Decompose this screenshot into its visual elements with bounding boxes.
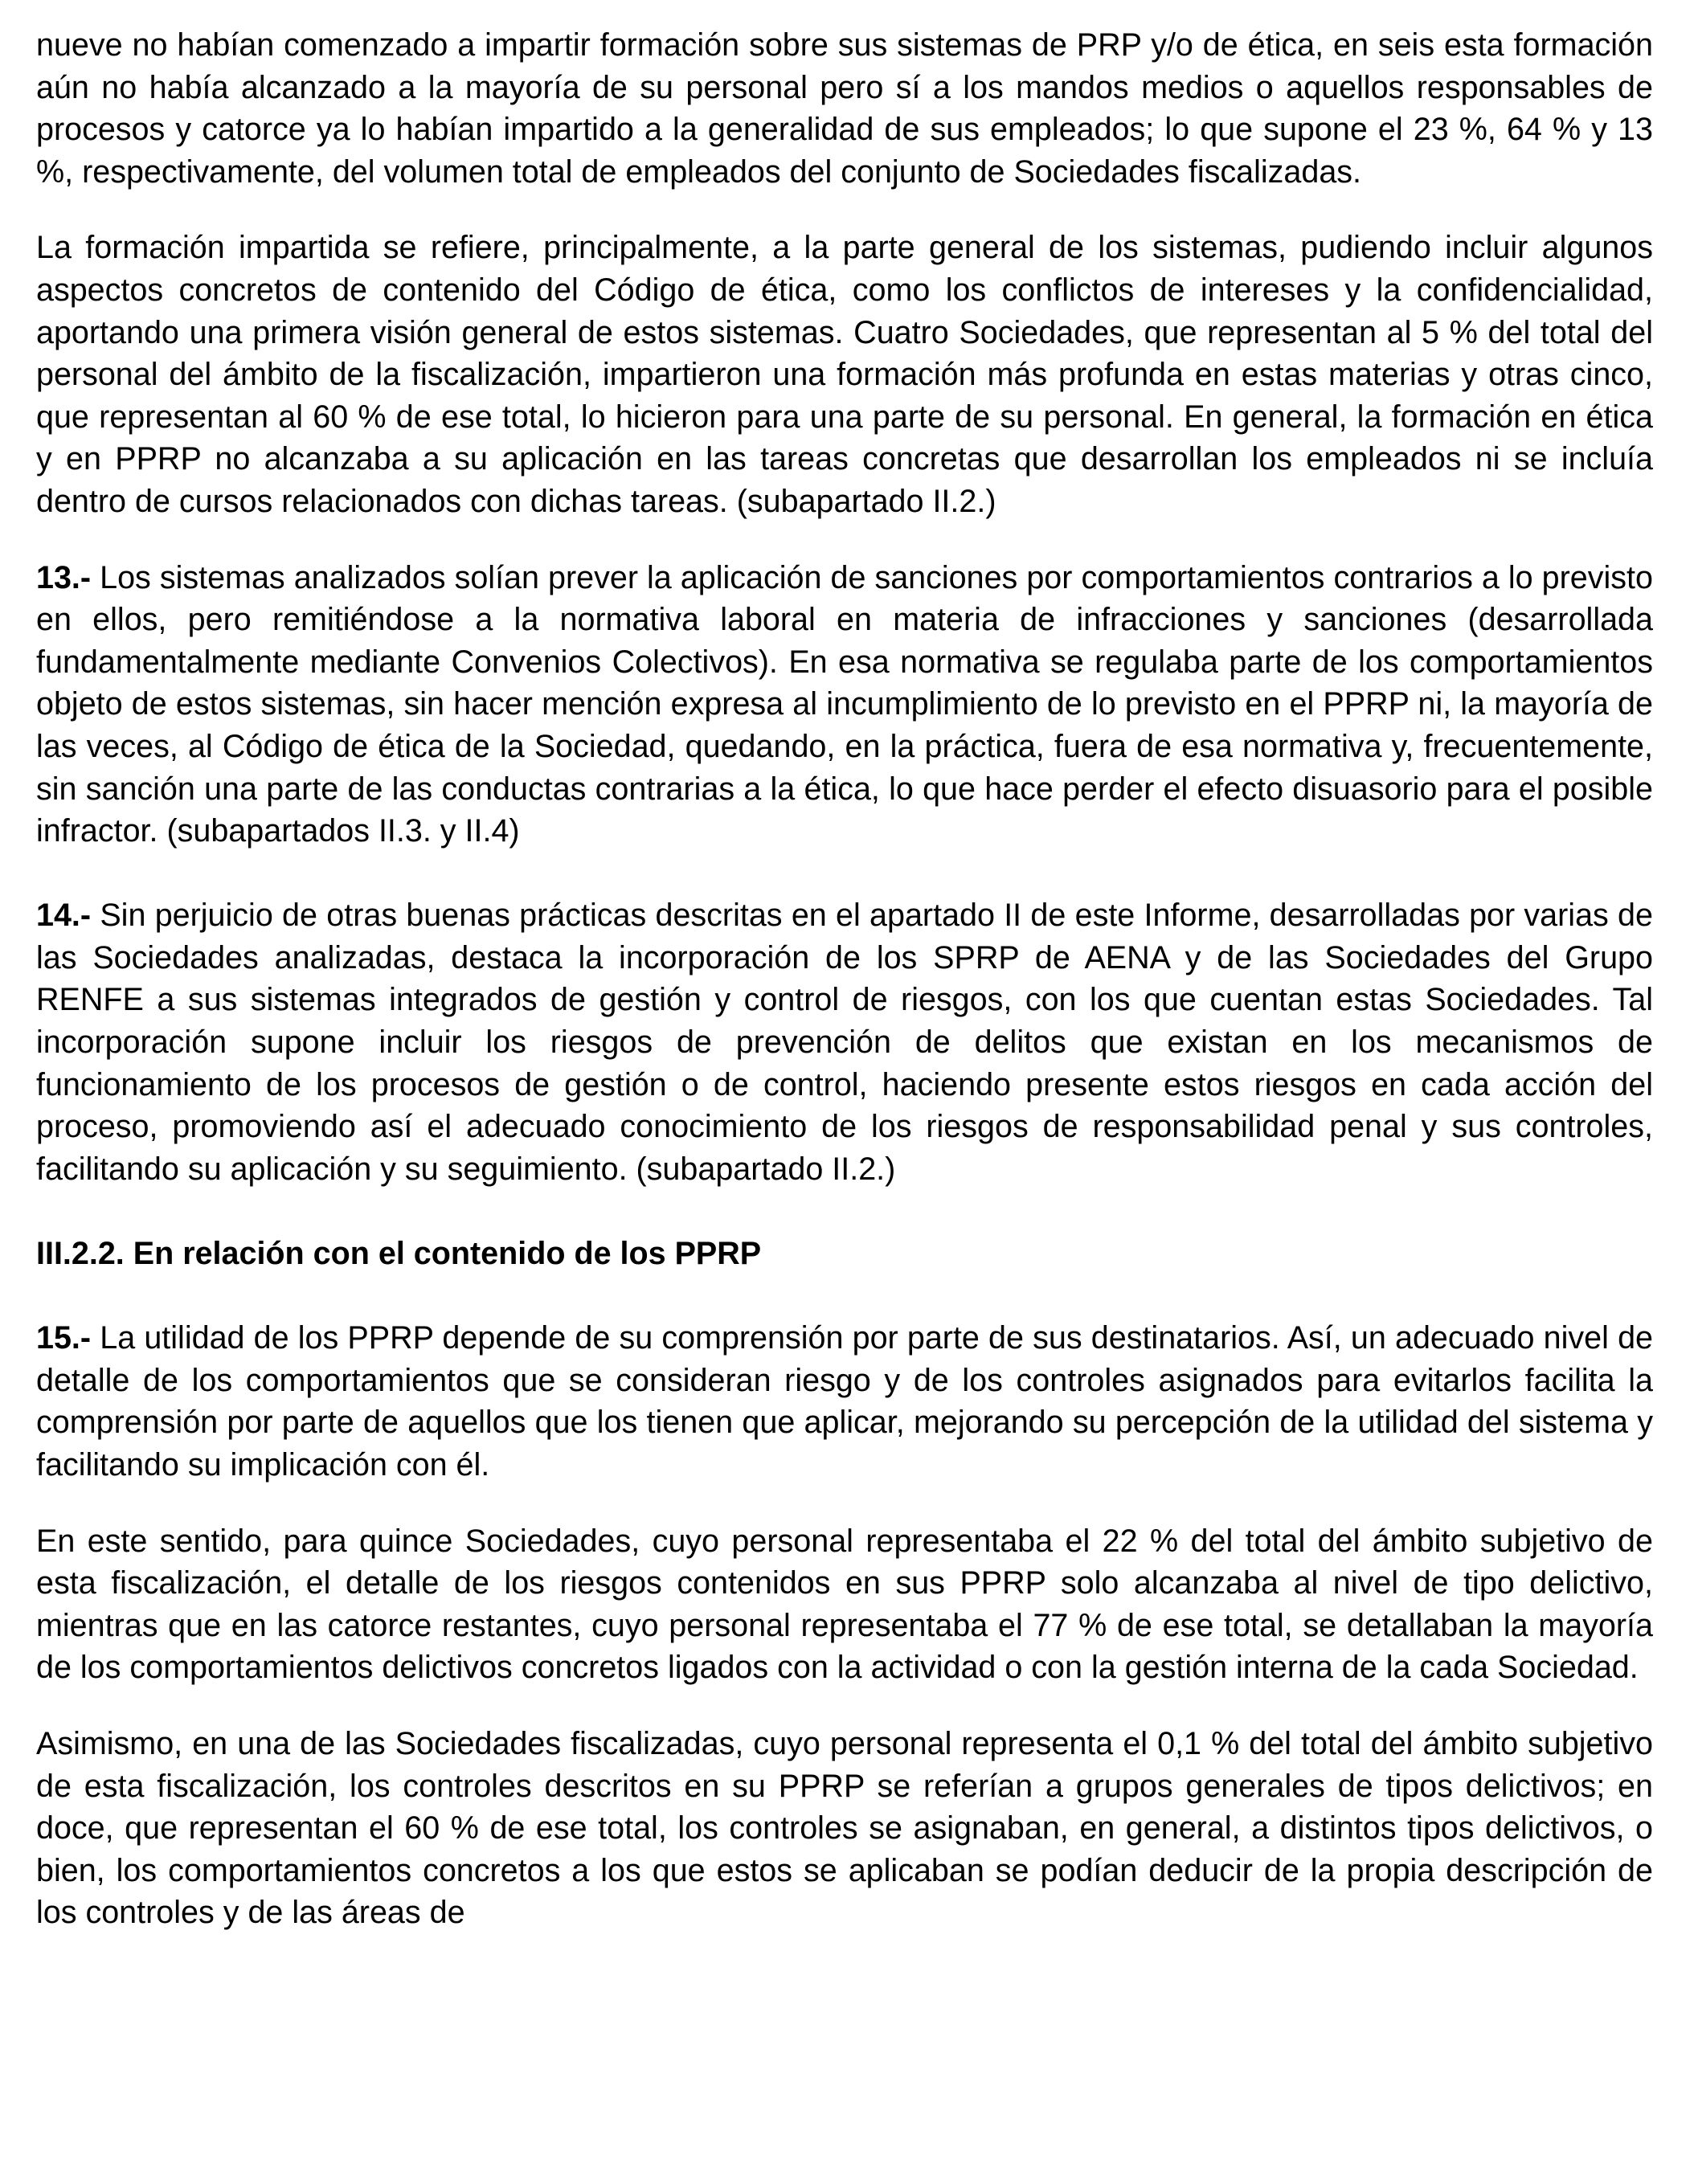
paragraph-text: Sin perjuicio de otras buenas prácticas descritas en el apartado II de este Informe, desarrolladas por varias de las Sociedades analizadas, destaca la incorporación de los SPRP de AENA y de las Sociedades del Grupo RENFE a sus sistemas integrados de gestión y control de riesgos, con los que cuentan estas Sociedades. Tal incorporación supone incluir los riesgos de prevención de delitos que existan en los mecanismos de funcionamiento de los procesos de gestión o de control, haciendo presente estos riesgos en cada acción del proceso, promoviendo así el adecuado conocimiento de los riesgos de responsabilidad penal y sus controles, facilitando su aplicación y su seguimiento. (subapartado II.2.) (36, 898, 1653, 1187)
paragraph-formacion-intro (36, 24, 1653, 193)
section-heading: III.2.2. En relación con el contenido de los PPRP (36, 1236, 762, 1272)
paragraph-number: 13.- (36, 559, 92, 595)
paragraph-number: 15.- (36, 1320, 92, 1356)
paragraph-text: Los sistemas analizados solían prever la aplicación de sanciones por comportamientos contrarios a lo previsto en ellos, pero remitiéndose a la normativa laboral en materia de infracciones y sanciones (desarrollada fundamentalmente mediante Convenios Colectivos). En esa normativa se regulaba parte de los comportamientos objeto de estos sistemas, sin hacer mención expresa al incumplimiento de lo previsto en el PPRP ni, la mayoría de las veces, al Código de ética de la Sociedad, quedando, en la práctica, fuera de esa normativa y, frecuentemente, sin sanción una parte de las conductas contrarias a la ética, lo que hace perder el efecto disuasorio para el posible infractor. (subapartados II.3. y II.4) (36, 559, 1653, 849)
paragraph-detalle-riesgos (36, 1520, 1653, 1689)
paragraph-text: Asimismo, en una de las Sociedades fiscalizadas, cuyo personal representa el 0,1 % del total del ámbito subjetivo de esta fiscalización, los controles descritos en su PPRP se referían a grupos generales de tipos delictivos; en doce, que representan el 60 % de ese total, los controles se asignaban, en general, a distintos tipos delictivos, o bien, los comportamientos concretos a los que estos se aplicaban se podían deducir de la propia descripción de los controles y de las áreas de (36, 1725, 1653, 1931)
paragraph-14 (36, 894, 1653, 1190)
document-page (36, 24, 1653, 1968)
paragraph-controles (36, 1723, 1653, 1934)
paragraph-text: La utilidad de los PPRP depende de su comprensión por parte de sus destinatarios. Así, un adecuado nivel de detalle de los comportamientos que se consideran riesgo y de los controles asignados para evitarlos facilita la comprensión por parte de aquellos que los tienen que aplicar, mejorando su percepción de la utilidad del sistema y facilitando su implicación con él. (36, 1320, 1653, 1483)
paragraph-number: 14.- (36, 898, 92, 934)
paragraph-15 (36, 1317, 1653, 1486)
paragraph-text: La formación impartida se refiere, principalmente, a la parte general de los sistemas, pudiendo incluir algunos aspectos concretos de contenido del Código de ética, como los conflictos de intereses y la confidencialidad, aportando una primera visión general de estos sistemas. Cuatro Sociedades, que representan al 5 % del total del personal del ámbito de la fiscalización, impartieron una formación más profunda en estas materias y otras cinco, que representan al 60 % de ese total, lo hicieron para una parte de su personal. En general, la formación en ética y en PPRP no alcanzaba a su aplicación en las tareas concretas que desarrollan los empleados ni se incluía dentro de cursos relacionados con dichas tareas. (subapartado II.2.) (36, 230, 1653, 519)
paragraph-13 (36, 557, 1653, 853)
paragraph-text: En este sentido, para quince Sociedades, cuyo personal representaba el 22 % del total del ámbito subjetivo de esta fiscalización, el detalle de los riesgos contenidos en sus PPRP solo alcanzaba al nivel de tipo delictivo, mientras que en las catorce restantes, cuyo personal representaba el 77 % de ese total, se detallaban la mayoría de los comportamientos delictivos concretos ligados con la actividad o con la gestión interna de la cada Sociedad. (36, 1523, 1653, 1686)
paragraph-formacion-impartida (36, 227, 1653, 522)
paragraph-text: nueve no habían comenzado a impartir formación sobre sus sistemas de PRP y/o de ética, en seis esta formación aún no había alcanzado a la mayoría de su personal pero sí a los mandos medios o aquellos responsables de procesos y catorce ya lo habían impartido a la generalidad de sus empleados; lo que supone el 23 %, 64 % y 13 %, respectivamente, del volumen total de empleados del conjunto de Sociedades fiscalizadas. (36, 27, 1653, 190)
